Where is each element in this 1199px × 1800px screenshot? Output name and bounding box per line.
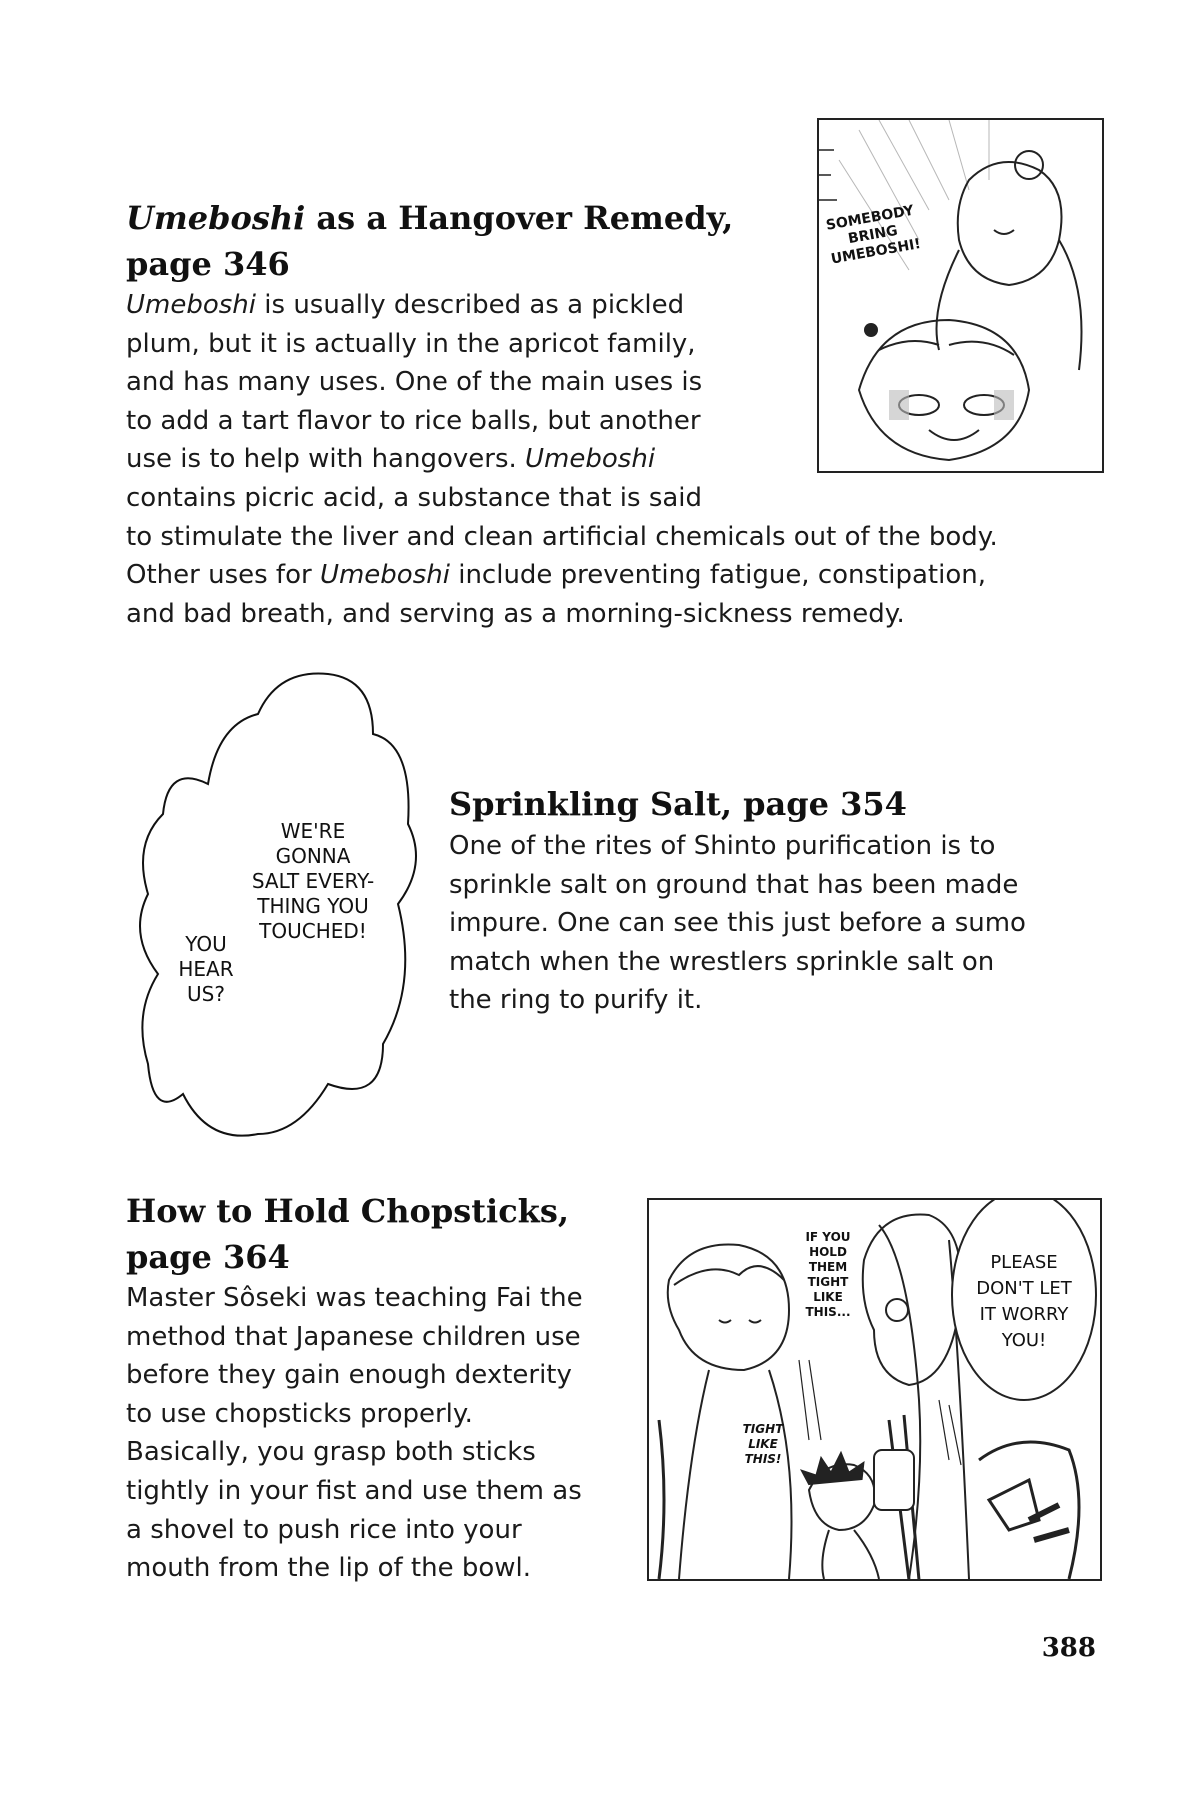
chopsticks-line: Master Sôseki was teaching Fai the [126,1283,583,1313]
umeboshi-title-page: page 346 [126,245,290,283]
umeboshi-line: to add a tart flavor to rice balls, but another [126,405,701,436]
umeboshi-line: plum, but it is actually in the apricot family, [126,328,696,359]
chopsticks-line: before they gain enough dexterity [126,1360,572,1391]
bubble-text-side: YOU HEAR US? [178,932,234,1006]
chopsticks-line: tightly in your fist and use them as [126,1475,582,1506]
chopsticks-line: method that Japanese children use [126,1321,581,1352]
chopsticks-line: to use chopsticks properly. [126,1398,473,1429]
salt-line: match when the wrestlers sprinkle salt on [449,946,995,977]
salt-title: Sprinkling Salt, page 354 [449,785,907,823]
salt-body [449,827,1026,1020]
umeboshi-line: Umeboshi is usually described as a pickled [126,290,685,320]
panel-sfx-somebody: SOMEBODY BRING UMEBOSHI! [824,202,922,268]
salt-line: sprinkle salt on ground that has been made [449,869,1019,900]
panel-bubble-please: PLEASE DON'T LET IT WORRY YOU! [976,1252,1072,1351]
umeboshi-line: and bad breath, and serving as a morning-sickness remedy. [126,598,905,629]
chopsticks-body [126,1279,583,1588]
chopsticks-title-page: page 364 [126,1238,290,1276]
chopsticks-line: a shovel to push rice into your [126,1514,522,1545]
manga-panel-chopsticks [647,1198,1102,1581]
umeboshi-line: Other uses for Umeboshi include preventing fatigue, constipation, [126,560,986,591]
umeboshi-title-rest: as a Hangover Remedy, [305,199,734,237]
umeboshi-line: use is to help with hangovers. Umeboshi [126,444,656,475]
bubble-text-main: WE'RE GONNA SALT EVERY- THING YOU TOUCHED! [251,819,375,943]
page-number: 388 [1041,1633,1096,1663]
panel-art-umeboshi [819,120,1102,471]
chopsticks-line: Basically, you grasp both sticks [126,1437,536,1468]
manga-panel-umeboshi [817,118,1104,473]
umeboshi-title [126,195,733,241]
panel-sfx-if-you-hold: IF YOU HOLD THEM TIGHT LIKE THIS... [805,1230,851,1319]
salt-line: One of the rites of Shinto purification is to [449,831,996,861]
umeboshi-title-italic: Umeboshi [126,199,306,237]
umeboshi-line: and has many uses. One of the main uses is [126,367,703,398]
thought-bubble-salt [128,664,428,1156]
umeboshi-line: to stimulate the liver and clean artificial chemicals out of the body. [126,521,998,552]
panel-sfx-tight: TIGHT LIKE THIS! [742,1422,784,1466]
chopsticks-line: mouth from the lip of the bowl. [126,1553,531,1584]
salt-line: the ring to purify it. [449,985,703,1016]
salt-line: impure. One can see this just before a sumo [449,908,1026,939]
chopsticks-title: How to Hold Chopsticks, [126,1192,569,1230]
umeboshi-line: contains picric acid, a substance that is said [126,482,703,513]
